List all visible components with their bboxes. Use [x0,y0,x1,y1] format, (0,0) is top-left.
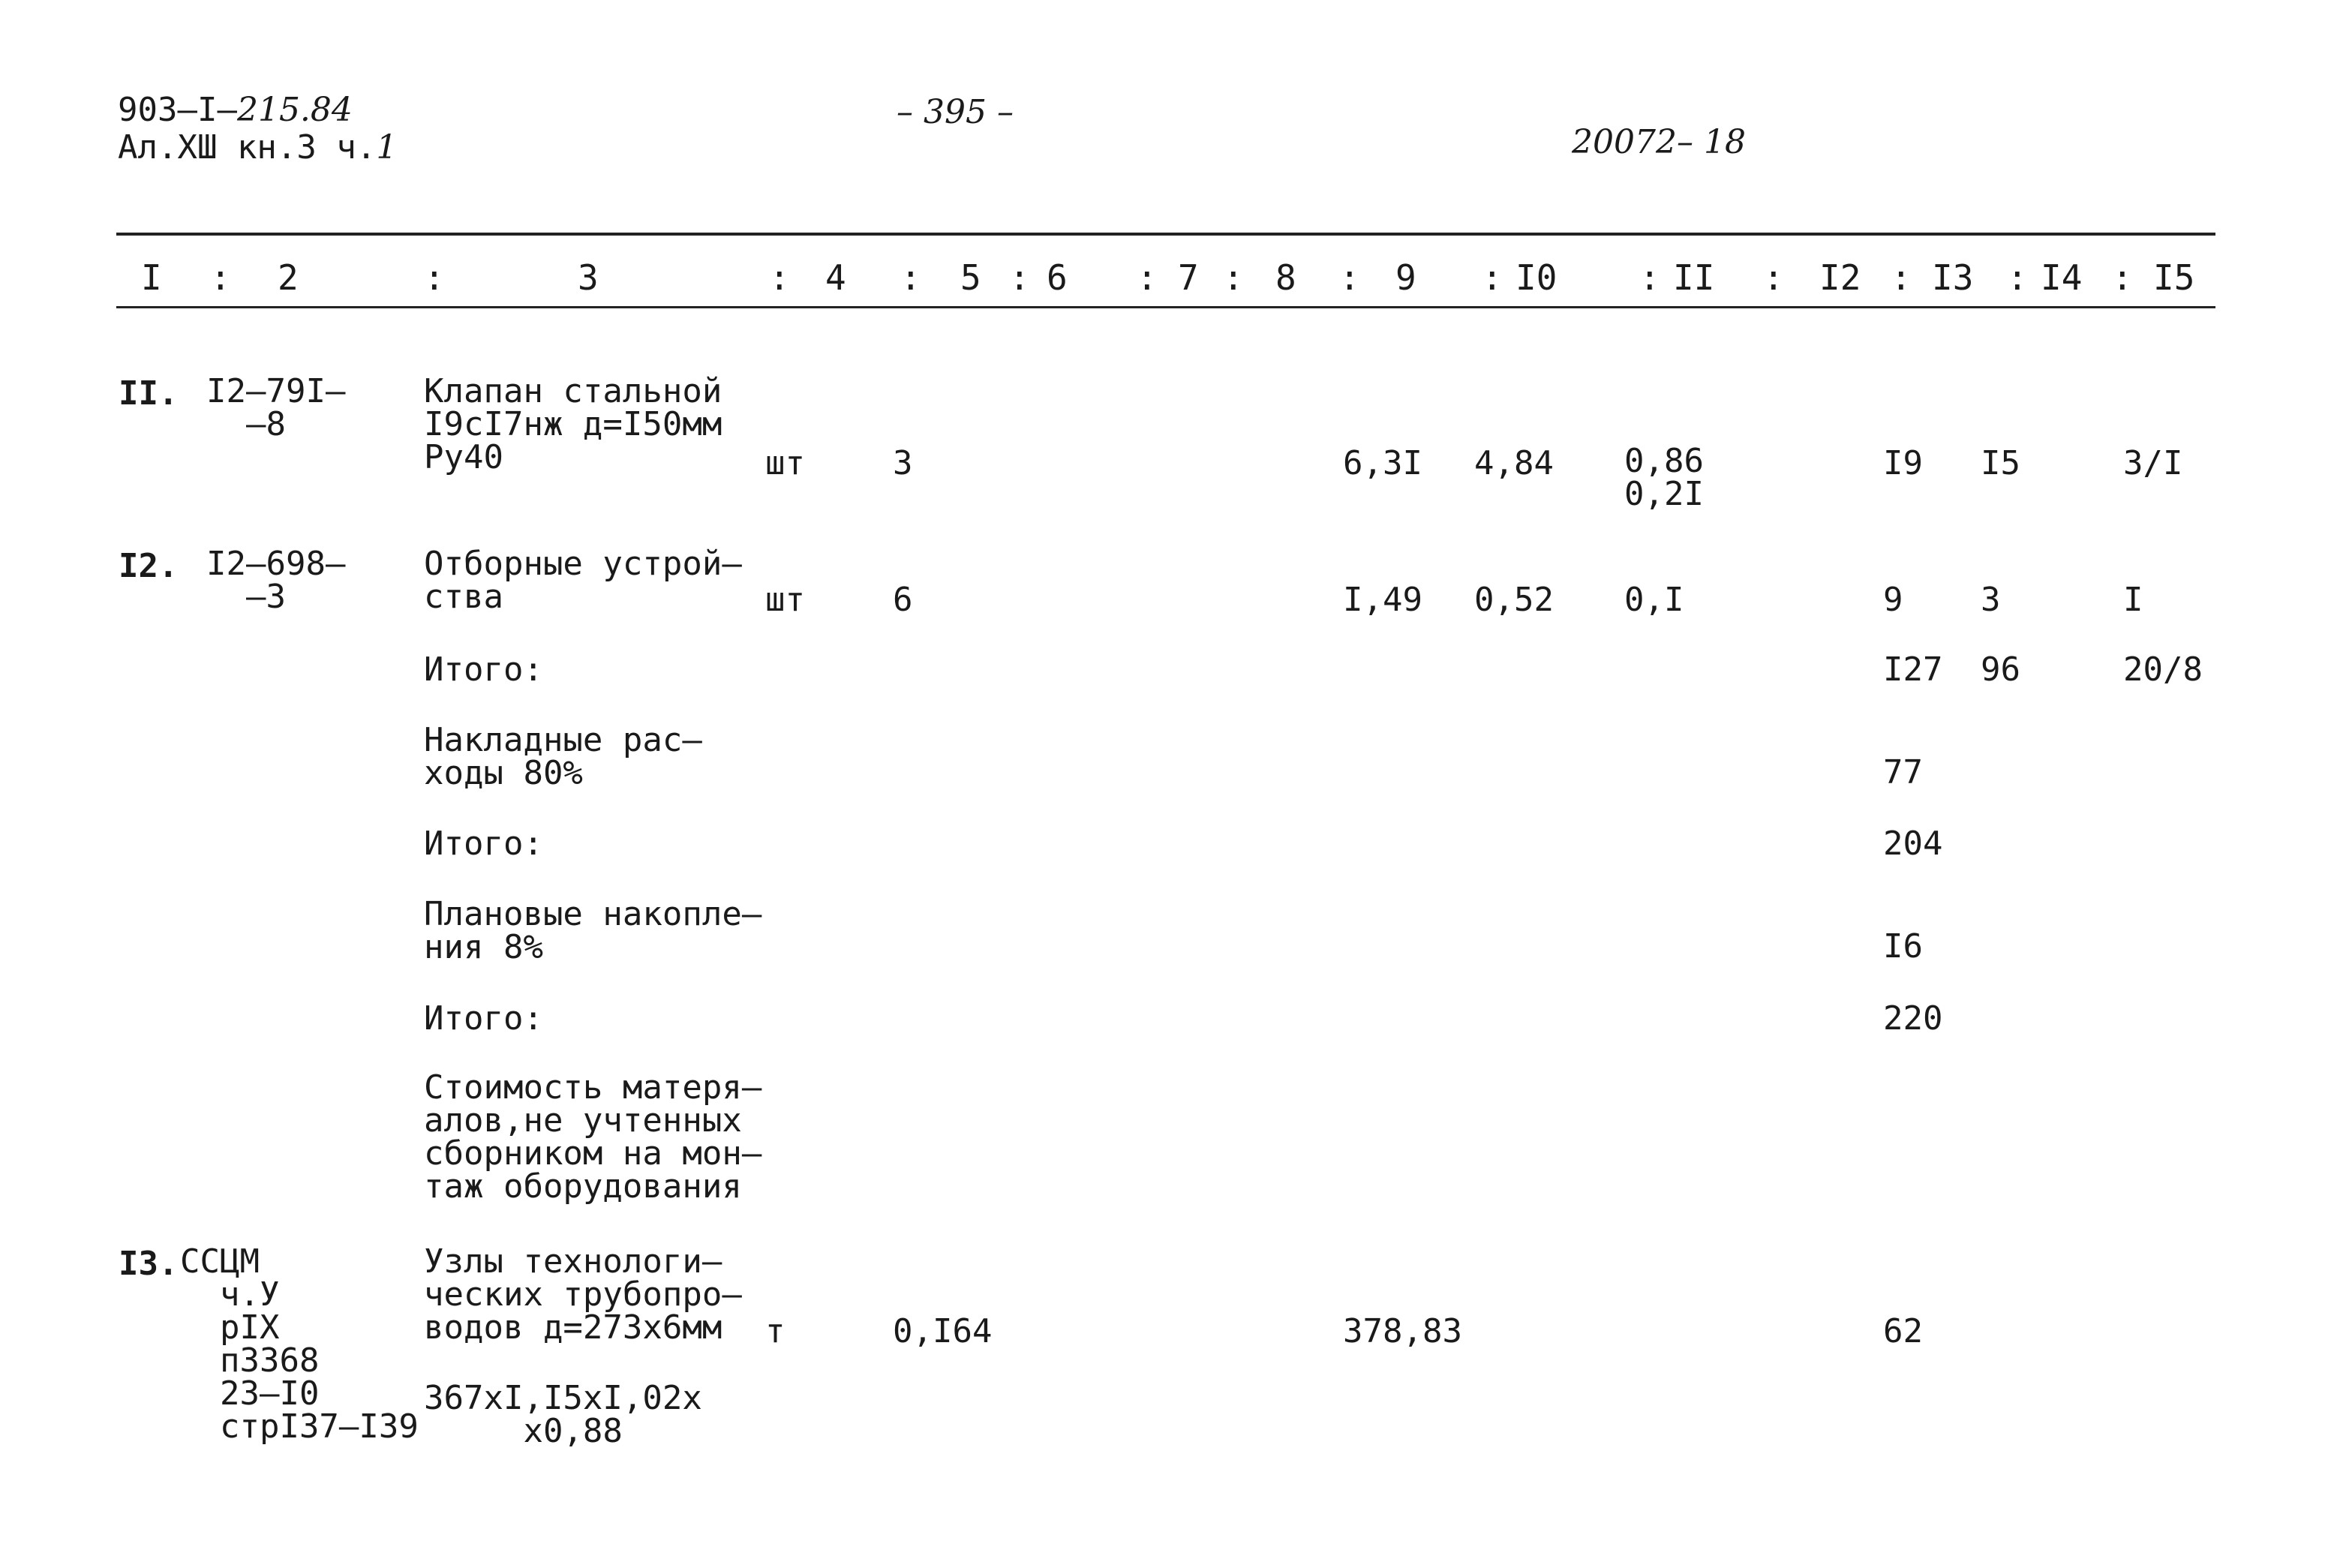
col-sep: : [2007,257,2028,298]
col-header-2: 2 [278,257,299,298]
col-sep: : [424,257,445,298]
col-header-12: I2 [1819,257,1861,298]
album-line [118,129,397,167]
row-col13: I5 [1981,444,2020,482]
total-col12: 204 [1883,825,1943,863]
row-unit: шт [765,581,805,619]
row-col10: 4,84 [1474,444,1554,482]
total-col12: 220 [1883,999,1943,1038]
col-header-15: I5 [2153,257,2195,298]
col-header-3: 3 [578,257,599,298]
row-qty: 6 [893,581,913,619]
row-col12: 9 [1883,581,1903,619]
row-col12: 62 [1883,1312,1923,1350]
top-rule [116,233,2215,236]
doc-code-prefix: 903–I– [118,91,237,129]
planned-col12: I6 [1883,927,1923,966]
row-col11: 0,I [1624,581,1684,619]
col-header-7: 7 [1178,257,1199,298]
row-number: I3. [119,1245,179,1283]
row-code: I2–698– –3 [206,545,346,616]
col-header-6: 6 [1047,257,1068,298]
row-col13: 3 [1981,581,2001,619]
row-unit: т [765,1312,786,1350]
col-sep: : [1639,257,1660,298]
row-code: ССЦМ ч.У рIX п3368 23–I0 стрI37–I39 [180,1242,419,1446]
col-header-13: I3 [1932,257,1974,298]
row-description: Клапан стальной I9cI7нж д=I50мм Ру40 [424,372,722,476]
doc-code-handwritten: 215.84 [236,91,353,129]
overhead-col12: 77 [1883,753,1923,792]
total-label: Итого: [424,999,543,1038]
overhead-label: Накладные рас– ходы 80% [424,721,702,792]
col-sep: : [900,257,921,298]
col-header-8: 8 [1275,257,1296,298]
archive-number: 20072– 18 [1572,123,1746,161]
col-sep: : [1339,257,1360,298]
row-description: Узлы технологи– ческих трубопро– водов д=273х6мм [424,1242,742,1347]
row-col15: I [2123,581,2143,619]
album-part-handwritten: 1 [376,128,398,167]
page-number: – 395 – [897,93,1014,131]
col-sep: : [2112,257,2133,298]
col-sep: : [210,257,231,298]
materials-note: Стоимость матеря– алов,не учтенных сборником на мон– таж оборудования [424,1068,762,1206]
col-sep: : [1891,257,1912,298]
row-col11: 0,86 0,2I [1624,442,1704,513]
row-number: I2. [119,547,179,585]
row-col9: 378,83 [1343,1312,1462,1350]
row-col10: 0,52 [1474,581,1554,619]
col-header-14: I4 [2041,257,2083,298]
planned-label: Плановые накопле– ния 8% [424,895,762,966]
row-formula: 367хI,I5хI,02х х0,88 [424,1379,702,1450]
row-unit: шт [765,444,805,482]
col-sep: : [769,257,790,298]
col-header-9: 9 [1395,257,1416,298]
col-sep: : [1763,257,1784,298]
doc-code [118,92,353,129]
row-col12: I9 [1883,444,1923,482]
total-label: Итого: [424,825,543,863]
row-code: I2–79I– –8 [206,372,346,443]
col-header-5: 5 [960,257,981,298]
col-header-11: II [1673,257,1715,298]
col-sep: : [1009,257,1030,298]
total-col13: 96 [1981,650,2020,689]
row-qty: 0,I64 [893,1312,993,1350]
row-qty: 3 [893,444,913,482]
row-description: Отборные устрой– ства [424,545,742,616]
row-col15: 3/I [2123,444,2183,482]
col-header-4: 4 [825,257,846,298]
col-sep: : [1223,257,1244,298]
header-underline [116,306,2215,308]
album-text: Ал.XШ кн.3 ч. [118,128,377,167]
row-col9: I,49 [1343,581,1422,619]
col-sep: : [1137,257,1158,298]
total-label: Итого: [424,650,543,689]
row-col9: 6,3I [1343,444,1422,482]
col-header-1: I [141,257,162,298]
total-col15: 20/8 [2123,650,2203,689]
total-col12: I27 [1883,650,1943,689]
row-number: II. [119,374,179,413]
col-header-10: I0 [1515,257,1558,298]
col-sep: : [1482,257,1503,298]
